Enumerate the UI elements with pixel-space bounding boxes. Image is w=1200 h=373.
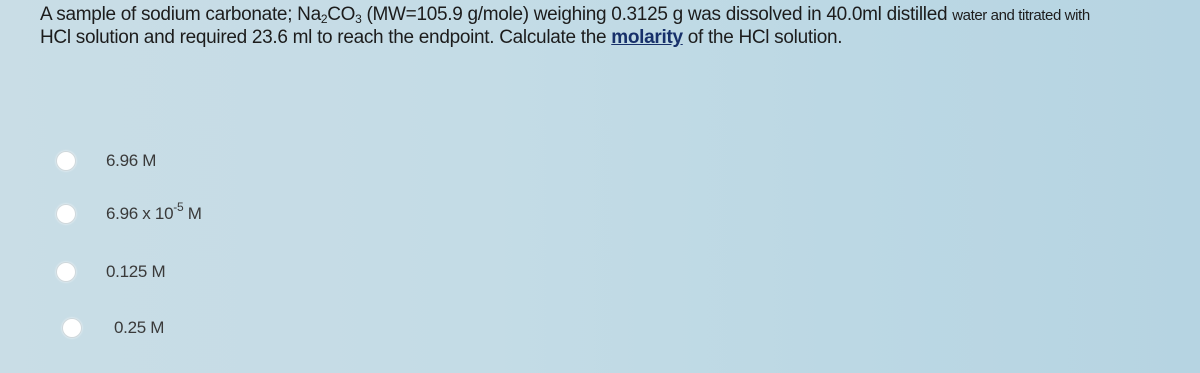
answer-label [106, 200, 202, 224]
answer-label-unit: M [183, 204, 202, 223]
answer-option-3[interactable] [56, 259, 165, 285]
question-text-part: A sample of sodium carbonate; Na [40, 4, 321, 25]
question-text-part: CO [327, 4, 356, 25]
answer-label-base: 6.96 x 10 [106, 204, 174, 223]
emphasized-term: molarity [611, 27, 683, 48]
question-text-part: HCl solution and required 23.6 ml to reach the endpoint. Calculate the [40, 27, 612, 48]
question-text-part: water and titrated with [952, 7, 1090, 24]
answer-option-2[interactable] [56, 201, 202, 227]
exponent: -5 [173, 200, 184, 214]
radio-button[interactable] [62, 318, 82, 338]
answer-option-4[interactable] [62, 315, 164, 341]
question-line-1 [40, 4, 1190, 27]
subscript-2: 2 [320, 12, 328, 26]
answer-label: 6.96 M [106, 151, 157, 170]
subscript-3: 3 [355, 12, 362, 26]
question-line-2 [40, 27, 1190, 49]
question-text [40, 4, 1190, 49]
radio-button[interactable] [56, 262, 76, 282]
question-text-part: (MW=105.9 g/mole) weighing 0.3125 g was dissolved in 40.0ml distilled [361, 4, 953, 25]
answer-option-1[interactable] [56, 148, 156, 174]
question-text-part: of the HCl solution. [682, 27, 843, 48]
radio-button[interactable] [56, 151, 76, 171]
radio-button[interactable] [56, 204, 76, 224]
answer-label: 0.25 M [114, 318, 165, 337]
answer-label: 0.125 M [106, 262, 166, 281]
